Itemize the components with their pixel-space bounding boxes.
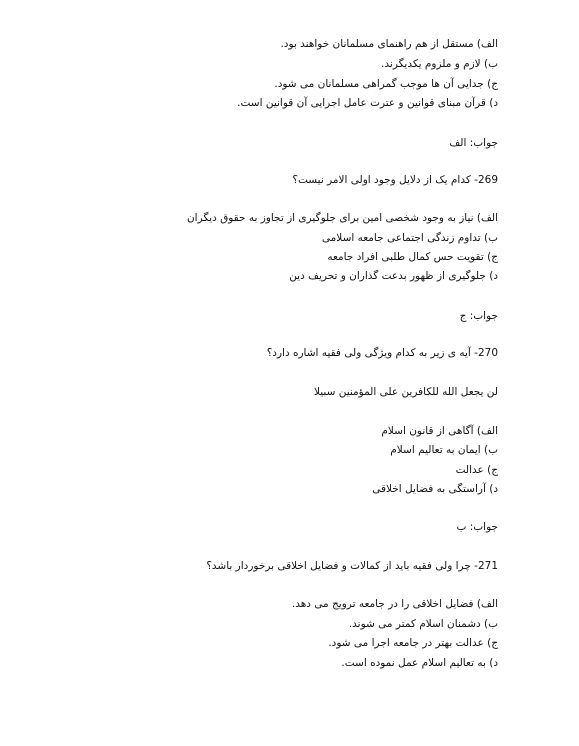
option-line: الف) آگاهی از قانون اسلام [381,425,498,437]
option-line: د) آراستگی به فضایل اخلاقی [372,483,498,495]
verse-line: لن یجعل الله للکافرین علی المؤمنین سبیلا [313,386,498,398]
answer-line: جواب: الف [449,137,498,149]
option-line: ج) تقویت حس کمال طلبی افراد جامعه [327,251,498,263]
answer-line: جواب: ج [459,310,498,322]
option-line: ب) دشمنان اسلام کمتر می شوند. [348,618,498,630]
question-269: 269- کدام یک از دلایل وجود اولی الامر نیست؟ [292,174,498,186]
option-line: الف) نیاز به وجود شخصی امین برای جلوگیری از تجاوز به حقوق دیگران [186,212,498,224]
question-270: 270- آیه ی زیر به کدام ویژگی ولی فقیه اشاره دارد؟ [266,347,498,359]
answer-line: جواب: ب [456,521,498,533]
option-line: ج) جدایی آن ها موجب گمراهی مسلمانان می شود. [274,78,498,90]
option-line: د) جلوگیری از ظهور بدعت گذاران و تحریف دین [289,270,498,282]
option-line: د) به تعالیم اسلام عمل نموده است. [341,657,498,669]
option-line: الف) فضایل اخلاقی را در جامعه ترویج می دهد. [291,598,498,610]
question-271: 271- چرا ولی فقیه باید از کمالات و فضایل اخلاقی برخوردار باشد؟ [206,560,498,572]
option-line: ب) ایمان به تعالیم اسلام [390,444,498,456]
option-line: الف) مستقل از هم راهنمای مسلمانان خواهند بود. [280,38,498,50]
option-line: ج) عدالت [455,464,498,476]
option-line: ب) لازم و ملزوم یکدیگرند. [381,58,498,70]
option-line: د) قرآن مبنای قوانین و عترت عامل اجرایی آن قوانین است. [237,97,498,109]
option-line: ب) تداوم زندگی اجتماعی جامعه اسلامی [321,232,498,244]
option-line: ج) عدالت بهتر در جامعه اجرا می شود. [328,637,498,649]
